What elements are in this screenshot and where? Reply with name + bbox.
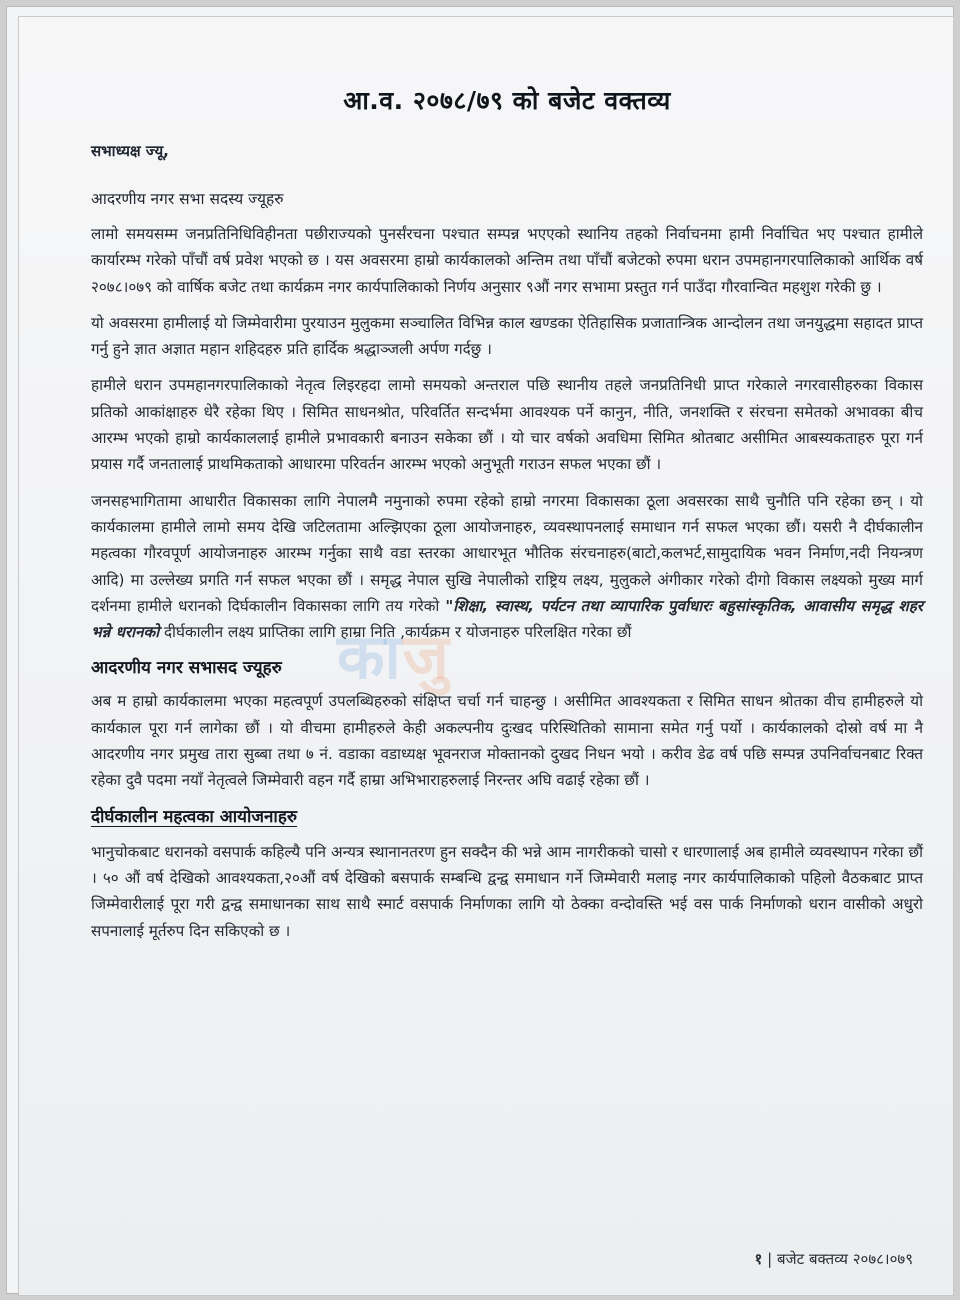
salutation: सभाध्यक्ष ज्यू, <box>91 142 169 160</box>
section-heading-sabhasad: आदरणीय नगर सभासद ज्यूहरु <box>91 658 282 679</box>
greeting: आदरणीय नगर सभा सदस्य ज्यूहरु <box>91 190 284 208</box>
paragraph-6: भानुचोकबाट धरानको वसपार्क कहिल्यै पनि अन्यत्र स्थानानतरण हुन सक्दैन की भन्ने आम नागरीकको चासो र धारणालाई अब हामीले व्यवस्थापन गरेका छौं । ५० औं वर्ष देखिको आवश्यकता,२०औं वर्ष देखिको बसपार्क सम्बन्धि द्वन्द्व समाधान गर्ने जिम्मेवारी मलाइ नगर कार्यपालिकाको पहिलो वैठकबाट प्राप्त जिम्मेवारीलाई पूरा गरी द्वन्द्व समाधानका साथ साथै स्मार्ट वसपार्क निर्माणका लागि यो ठेक्का वन्दोवस्ति भई वस पार्क निर्माणको धरान वासीको अधुरो सपनालाई मूर्तरुप दिन सकिएको छ । <box>91 842 923 940</box>
paragraph-5: अब म हाम्रो कार्यकालमा भएका महत्वपूर्ण उपलब्धिहरुको संक्षिप्त चर्चा गर्न चाहन्छु । असीमित आवश्यकता र सिमित साधन श्रोतका वीच हामीहरुले यो कार्यकाल पूरा गर्न लागेका छौं । यो वीचमा हामीहरुले केही अकल्पनीय दुःखद परिस्थितिको सामाना समेत गर्नु पर्यो । कार्यकालको दोस्रो वर्ष मा नै आदरणीय नगर प्रमुख तारा सुब्बा तथा ७ नं. वडाका वडाध्यक्ष भूवनराज मोक्तानको दुखद निधन भयो । करीव डेढ वर्ष पछि सम्पन्न उपनिर्वाचनबाट रिक्त रहेका दुवै पदमा नयाँ नेतृत्वले जिम्मेवारी वहन गर्दै हाम्रा अभिभाराहरुलाई निरन्तर अघि वढाई रहेका छौं । <box>91 692 923 790</box>
footer-separator: | <box>767 1250 773 1268</box>
paragraph-3: हामीले धरान उपमहानगरपालिकाको नेतृत्व लिइरहदा लामो समयको अन्तराल पछि स्थानीय तहले जनप्रतिनिधी प्राप्त गरेकाले नगरवासीहरुका विकास प्रतिको आकांक्षाहरु धेरै रहेका थिए । सिमित साधनश्रोत, परिवर्तित सन्दर्भमा आवश्यक पर्ने कानुन, नीति, जनशक्ति र संरचना समेतको अभावका बीच आरम्भ भएको हाम्रो कार्यकाललाई हामीले प्रभावकारी बनाउन सकेका छौं । यो चार वर्षको अवधिमा सिमित श्रोतबाट असीमित आबस्यकताहरु पूरा गर्न प्रयास गर्दै जनतालाई प्राथमिकताको आधारमा परिवर्तन आरम्भ भएको अनुभूती गराउन सफल भएका छौं । <box>91 376 923 474</box>
document-body <box>91 83 923 954</box>
paragraph-1: लामो समयसम्म जनप्रतिनिधिविहीनता पछीराज्यको पुनर्संरचना पश्चात सम्पन्न भएएको स्थानिय तहको निर्वाचनमा हामी निर्वाचित भए पश्चात हामीले कार्यारम्भ गरेको पाँचौं वर्ष प्रवेश भएको छ । यस अवसरमा हाम्रो कार्यकालको अन्तिम तथा पाँचौं बजेटको रुपमा धरान उपमहानगरपालिकाको आर्थिक वर्ष २०७८।०७९ को वार्षिक बजेट तथा कार्यक्रम नगर कार्यपालिकाको निर्णय अनुसार ९औं नगर सभामा प्रस्तुत गर्न पाउँदा गौरवान्वित महशुश गरेकी छु । <box>91 225 923 296</box>
paragraph-4-text: जनसहभागितामा आधारीत विकासका लागि नेपालमै नमुनाको रुपमा रहेको हाम्रो नगरमा विकासका ठूला अवसरका साथै चुनौति पनि रहेका छन् । यो कार्यकालमा हामीले लामो समय देखि जटिलतामा अल्झिएका ठूला आयोजनाहरु, व्यवस्थापनलाई समाधान गर्न सफल भएका छौं। यसरी नै दीर्घकालीन महत्वका गौरवपूर्ण आयोजनाहरु आरम्भ गर्नुका साथै वडा स्तरका आधारभूत भौतिक संरचनाहरु(बाटो,कलभर्ट,सामुदायिक भवन निर्माण,नदी नियन्त्रण आदि) मा उल्लेख्य प्रगति गर्न सफल भएका छौं । समृद्ध नेपाल सुखि नेपालीको राष्ट्रिय लक्ष्य, मुलुकले अंगीकार गरेको दीगो विकास लक्ष्यको मुख्य मार्ग दर्शनमा हामीले धरानको दिर्घकालीन विकासका लागि तय गरेको <box>91 491 923 615</box>
paragraph-4 <box>91 488 923 646</box>
vision-quote: "शिक्षा, स्वास्थ, पर्यटन तथा व्यापारिक पुर्वाधारः बहुसांस्कृतिक, आवासीय समृद्ध शहर भन्ने धरानको <box>91 596 923 642</box>
watermark-accent-text: जु <box>402 620 451 693</box>
page-footer <box>755 1249 914 1269</box>
paragraph-2: यो अवसरमा हामीलाई यो जिम्मेवारीमा पुरयाउन मुलुकमा सञ्चालित विभिन्न काल खण्डका ऐतिहासिक प्रजातान्त्रिक आन्दोलन तथा जनयुद्धमा सहादत प्राप्त गर्नु हुने ज्ञात अज्ञात महान शहिदहरु प्रति हार्दिक श्रद्धाञ्जली अर्पण गर्दछु । <box>91 313 923 359</box>
footer-label: बजेट बक्तव्य २०७८।०७९ <box>776 1250 913 1268</box>
page-number: १ <box>754 1250 763 1268</box>
watermark-text: का <box>337 620 403 693</box>
document-page <box>18 16 954 1296</box>
paragraph-4-end: दीर्घकालीन लक्ष्य प्राप्तिका लागि हाम्रा निति ,कार्यक्रम र योजनाहरु परिलक्षित गरेका छौं <box>163 623 632 642</box>
section-heading-projects: दीर्घकालीन महत्वका आयोजनाहरु <box>91 806 298 827</box>
document-title: आ.व. २०७८/७९ को बजेट वक्तव्य <box>343 86 671 115</box>
